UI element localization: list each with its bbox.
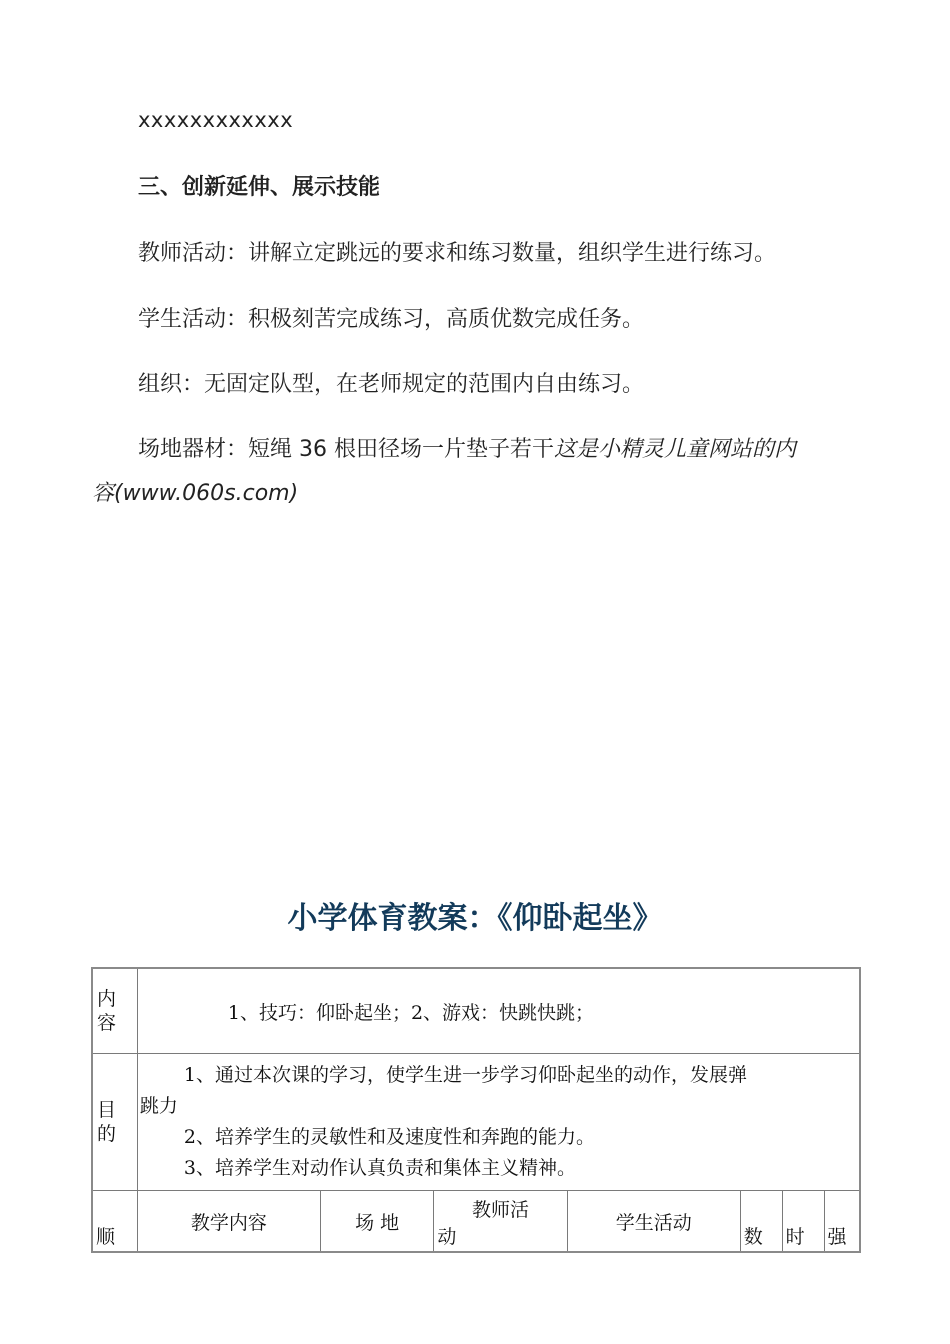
student-activity-paragraph: 学生活动：积极刻苦完成练习，高质优数完成任务。 — [138, 307, 645, 332]
website-note: 这是小精灵儿童网站的内 — [553, 437, 796, 462]
goal-2: 2、培养学生的灵敏性和及速度性和奔跑的能力。 — [183, 1126, 595, 1148]
header-order: 顺 — [92, 1191, 137, 1253]
goal-1: 1、通过本次课的学习，使学生进一步学习仰卧起坐的动作，发展弹 — [183, 1064, 747, 1086]
content-label-char-2: 容 — [97, 1012, 117, 1034]
goals-label-char-2: 的 — [97, 1123, 117, 1145]
lesson-title: 小学体育教案：《仰卧起坐》 — [287, 901, 663, 936]
header-time: 时 — [782, 1191, 824, 1253]
goals-row — [92, 1054, 860, 1191]
header-content: 教学内容 — [137, 1191, 320, 1253]
goal-3: 3、培养学生对动作认真负责和集体主义精神。 — [183, 1157, 576, 1179]
website-note-continued: 容(www.060s.com) — [92, 481, 299, 506]
header-teacher-line-2: 动 — [437, 1226, 457, 1248]
equipment-paragraph — [138, 432, 796, 463]
equipment-text: 场地器材：短绳 36 根田径场一片垫子若干 — [138, 437, 554, 462]
organization-paragraph: 组织：无固定队型，在老师规定的范围内自由练习。 — [138, 372, 645, 397]
content-label — [92, 968, 137, 1054]
goal-1-continued: 跳力 — [139, 1095, 178, 1117]
goals-label-char-1: 目 — [97, 1099, 117, 1121]
header-venue: 场 地 — [320, 1191, 433, 1253]
header-teacher-line-1: 教师活 — [472, 1199, 530, 1221]
teacher-activity-paragraph: 教师活动：讲解立定跳远的要求和练习数量，组织学生进行练习。 — [138, 241, 777, 266]
placeholder-line: xxxxxxxxxxxx — [138, 108, 294, 132]
goals-label — [92, 1054, 137, 1191]
lesson-table — [91, 967, 861, 1253]
header-row — [92, 1191, 860, 1253]
section-heading: 三、创新延伸、展示技能 — [138, 175, 381, 200]
content-row — [92, 968, 860, 1054]
content-text: 1、技巧：仰卧起坐；2、游戏：快跳快跳； — [137, 968, 860, 1054]
header-count: 数 — [740, 1191, 782, 1253]
header-teacher — [434, 1191, 567, 1253]
content-label-char-1: 内 — [97, 988, 117, 1010]
goals-text — [137, 1054, 860, 1191]
header-intensity: 强 — [824, 1191, 860, 1253]
header-student: 学生活动 — [567, 1191, 740, 1253]
